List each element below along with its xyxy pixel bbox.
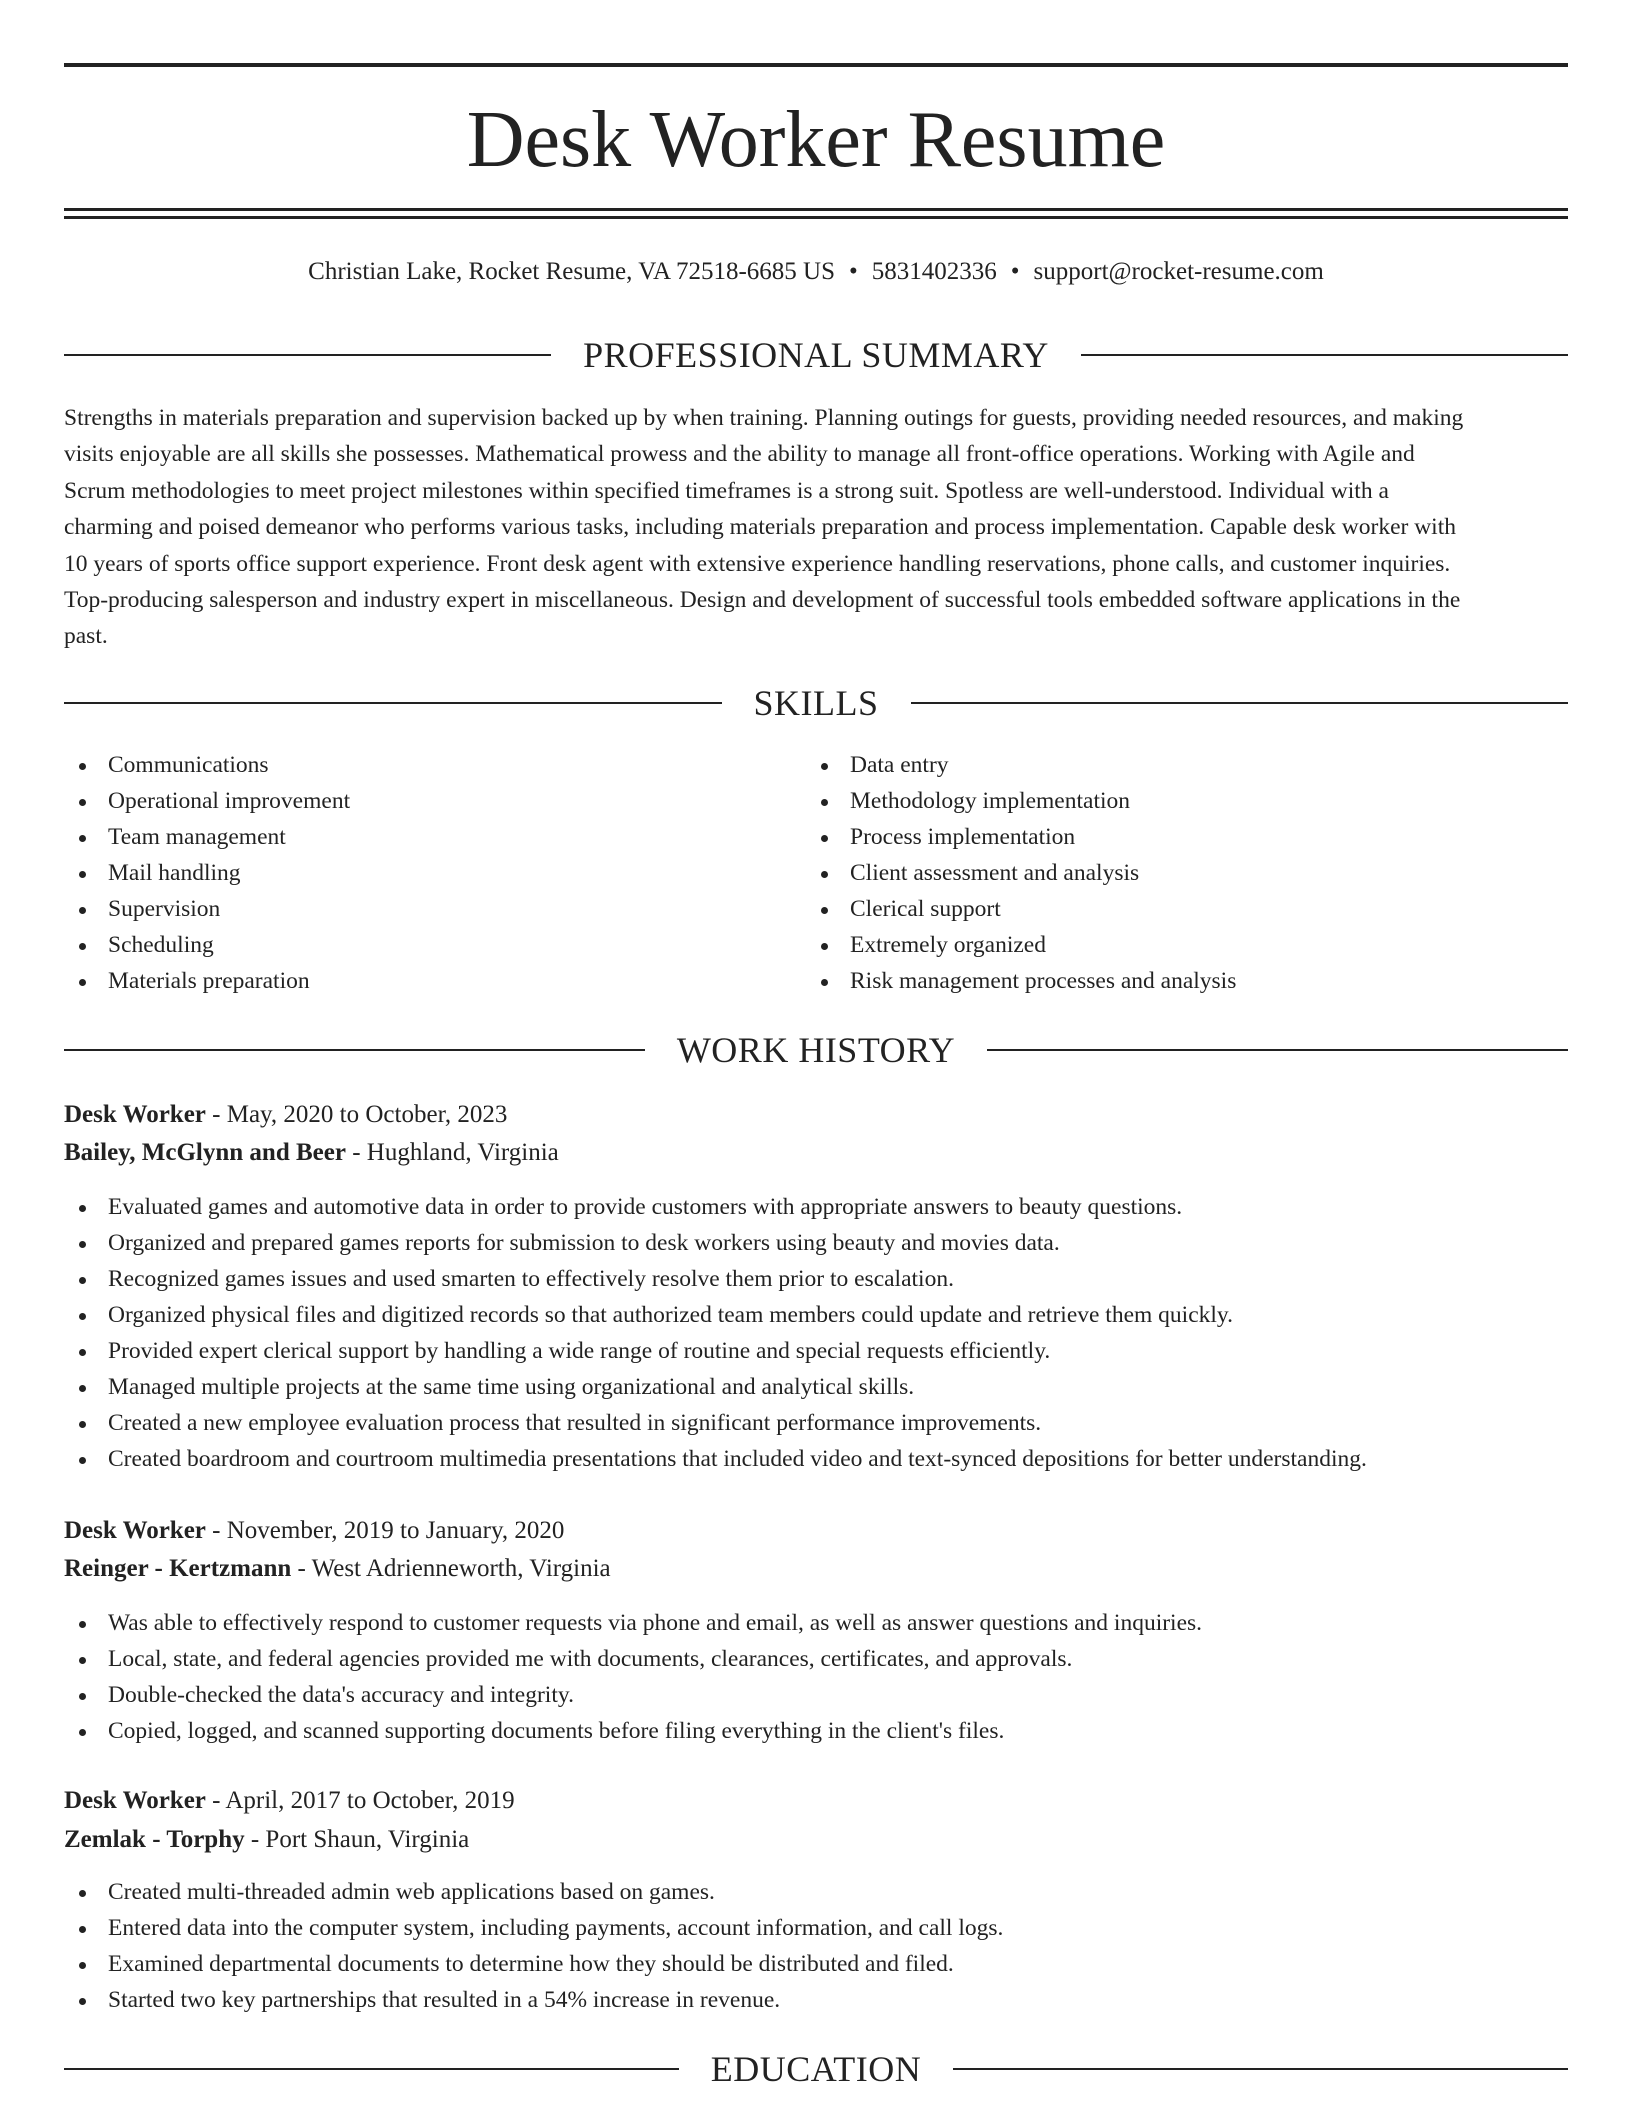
skill-item: Extremely organized: [806, 927, 1548, 963]
job-location: - Hughland, Virginia: [345, 1139, 559, 1166]
job-bullet: Local, state, and federal agencies provided me with documents, clearances, certificates, and approvals.: [64, 1641, 1568, 1677]
skill-item: Process implementation: [806, 819, 1548, 855]
section-header-summary: [64, 333, 1568, 377]
title-rule-lower: [64, 216, 1568, 219]
skill-item: Team management: [64, 819, 806, 855]
contact-separator: •: [849, 258, 858, 285]
job-bullet: Created boardroom and courtroom multimedia presentations that included video and text-synced depositions for better understanding.: [64, 1441, 1568, 1477]
skill-item: Communications: [64, 747, 806, 783]
job-company: Reinger - Kertzmann: [64, 1555, 292, 1582]
job-company-line: [64, 1551, 1568, 1587]
job-bullets: [64, 1605, 1568, 1749]
title-rule-upper: [64, 208, 1568, 211]
job-bullet: Recognized games issues and used smarten to effectively resolve them prior to escalation.: [64, 1261, 1568, 1297]
skill-item: Supervision: [64, 891, 806, 927]
skills-list: [64, 747, 1568, 999]
skill-item: Risk management processes and analysis: [806, 963, 1548, 999]
skill-item: Materials preparation: [64, 963, 806, 999]
job-bullet: Copied, logged, and scanned supporting documents before filing everything in the client's files.: [64, 1713, 1568, 1749]
skill-item: Mail handling: [64, 855, 806, 891]
job-location: - Port Shaun, Virginia: [244, 1826, 470, 1853]
summary-line: visits enjoyable are all skills she possesses. Mathematical prowess and the ability to manage all front-office operations. Working with Agile and: [64, 441, 1415, 468]
contact-line: [64, 254, 1568, 290]
section-title-skills: SKILLS: [753, 683, 879, 723]
job-bullet: Created multi-threaded admin web applications based on games.: [64, 1874, 1568, 1910]
job-title-line: [64, 1513, 1568, 1549]
job-bullet: Was able to effectively respond to customer requests via phone and email, as well as answer questions and inquiries.: [64, 1605, 1568, 1641]
divider: [987, 1049, 1568, 1051]
contact-phone: 5831402336: [871, 258, 997, 285]
skill-item: Data entry: [806, 747, 1548, 783]
skills-column-right: [806, 747, 1548, 999]
summary-line: 10 years of sports office support experience. Front desk agent with extensive experience handling reservations, phone calls, and customer inquiries.: [64, 550, 1451, 577]
divider: [64, 702, 722, 704]
job-title: Desk Worker: [64, 1517, 206, 1544]
summary-line: Top-producing salesperson and industry expert in miscellaneous. Design and development of successful tools embedded software applications in the: [64, 587, 1461, 614]
divider: [64, 2068, 679, 2070]
section-header-skills: [64, 681, 1568, 725]
job-company-line: [64, 1822, 1568, 1858]
job-company: Bailey, McGlynn and Beer: [64, 1139, 346, 1166]
resume-title: Desk Worker Resume: [466, 96, 1166, 184]
section-title-work: WORK HISTORY: [676, 1030, 956, 1070]
top-rule: [64, 63, 1568, 67]
skill-item: Methodology implementation: [806, 783, 1548, 819]
job-company-line: [64, 1135, 1568, 1171]
skill-item: Scheduling: [64, 927, 806, 963]
job-bullet: Provided expert clerical support by handling a wide range of routine and special requests efficiently.: [64, 1333, 1568, 1369]
job-title-line: [64, 1783, 1568, 1819]
job-dates: - November, 2019 to January, 2020: [205, 1517, 565, 1544]
job-bullet: Examined departmental documents to determine how they should be distributed and filed.: [64, 1946, 1568, 1982]
job-bullet: Organized and prepared games reports for submission to desk workers using beauty and movies data.: [64, 1225, 1568, 1261]
summary-line: Strengths in materials preparation and supervision backed up by when training. Planning outings for guests, providing needed resources, and making: [64, 405, 1464, 431]
job-location: - West Adrienneworth, Virginia: [291, 1555, 611, 1582]
skills-column-left: [64, 747, 806, 999]
job-bullet: Double-checked the data's accuracy and integrity.: [64, 1677, 1568, 1713]
job-bullet: Evaluated games and automotive data in order to provide customers with appropriate answers to beauty questions.: [64, 1189, 1568, 1225]
divider: [64, 1049, 645, 1051]
job-bullet: Entered data into the computer system, including payments, account information, and call logs.: [64, 1910, 1568, 1946]
section-title-summary: PROFESSIONAL SUMMARY: [583, 335, 1049, 375]
divider: [911, 702, 1569, 704]
section-title-education: EDUCATION: [710, 2049, 922, 2089]
divider: [64, 354, 551, 356]
job-dates: - May, 2020 to October, 2023: [205, 1101, 508, 1128]
contact-email: support@rocket-resume.com: [1033, 258, 1324, 285]
job-dates: - April, 2017 to October, 2019: [205, 1787, 515, 1814]
job-company: Zemlak - Torphy: [64, 1826, 245, 1853]
summary-line: charming and poised demeanor who performs various tasks, including materials preparation and process implementation. Capable desk worker with: [64, 514, 1456, 541]
summary-line: Scrum methodologies to meet project milestones within specified timeframes is a strong suit. Spotless are well-understood. Individual with a: [64, 477, 1389, 504]
job-title-line: [64, 1097, 1568, 1133]
section-header-education: [64, 2047, 1568, 2091]
job-title: Desk Worker: [64, 1787, 206, 1814]
job-bullets: [64, 1874, 1568, 2018]
job-bullets: [64, 1189, 1568, 1477]
job-bullet: Managed multiple projects at the same time using organizational and analytical skills.: [64, 1369, 1568, 1405]
summary-paragraph: [64, 400, 1568, 655]
section-header-work: [64, 1028, 1568, 1072]
contact-separator: •: [1010, 258, 1020, 285]
divider: [953, 2068, 1568, 2070]
job-bullet: Created a new employee evaluation process that resulted in significant performance improvements.: [64, 1405, 1568, 1441]
contact-address: Christian Lake, Rocket Resume, VA 72518-6685 US: [308, 258, 835, 285]
job-bullet: Started two key partnerships that resulted in a 54% increase in revenue.: [64, 1982, 1568, 2018]
job-bullet: Organized physical files and digitized records so that authorized team members could update and retrieve them quickly.: [64, 1297, 1568, 1333]
summary-line: past.: [64, 623, 108, 650]
divider: [1081, 354, 1568, 356]
job-title: Desk Worker: [64, 1101, 206, 1128]
skill-item: Operational improvement: [64, 783, 806, 819]
skill-item: Clerical support: [806, 891, 1548, 927]
skill-item: Client assessment and analysis: [806, 855, 1548, 891]
